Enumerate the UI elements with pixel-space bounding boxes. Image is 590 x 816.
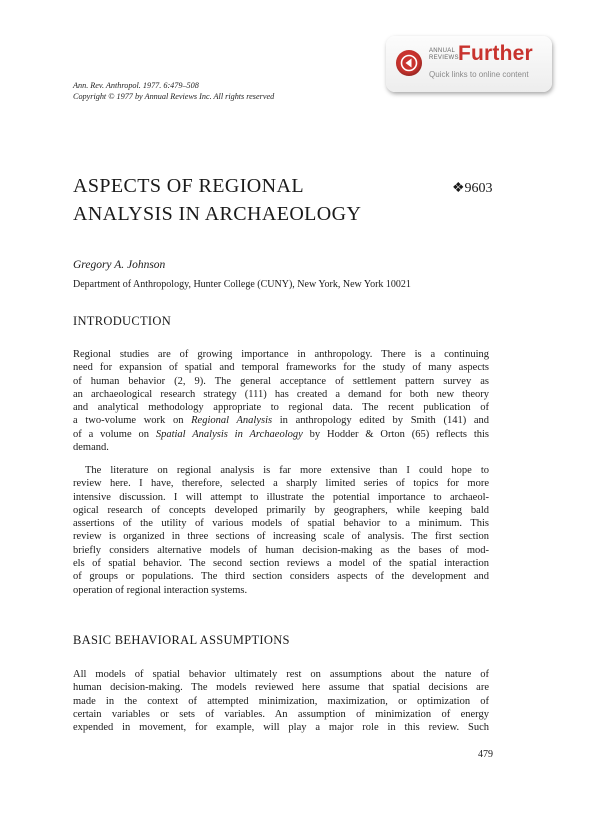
- page-number: 479: [478, 749, 493, 760]
- journal-citation: [73, 80, 274, 102]
- author-name: Gregory A. Johnson: [73, 259, 166, 271]
- further-wordmark: Further: [458, 42, 533, 65]
- citation-line-2: Copyright © 1977 by Annual Reviews Inc. All rights reserved: [73, 92, 275, 101]
- citation-line-1: Ann. Rev. Anthropol. 1977. 6:479–508: [73, 81, 199, 90]
- section-heading-introduction: INTRODUCTION: [73, 314, 172, 328]
- author-affiliation: Department of Anthropology, Hunter College (CUNY), New York, New York 10021: [73, 279, 411, 290]
- arrow-left-icon: [396, 50, 422, 76]
- badge-tagline: Quick links to online content: [429, 70, 529, 79]
- paragraph-basic-1: All models of spatial behavior ultimately rest on assumptions about the nature of human decision-making. The models reviewed here assume that spatial decisions are made in the context of attempted minimization, maximization, or optimization of certain variables or sets of variables. An assumption of minimization of energy expended in movement, for example, will play a major role in this review. Such: [73, 669, 489, 734]
- annual-reviews-wordmark: ANNUAL REVIEWS: [429, 48, 459, 61]
- article-title: ASPECTS OF REGIONAL ANALYSIS IN ARCHAEOLOGY: [73, 175, 362, 225]
- article-number: ❖9603: [452, 181, 493, 196]
- further-links-badge[interactable]: [386, 36, 552, 92]
- paragraph-intro-2: The literature on regional analysis is far more extensive than I could hope to review here. I have, therefore, selected a sharply limited series of topics for more intensive discussion. I will attempt to illustrate the potential importance to archaeol- ogical research of concepts developed primarily by geographers, while keeping bald assertions of the utility of various models of spatial behavior to a minimum. This review is organized in three sections of increasing scale of analysis. The first section briefly considers alternative models of human decision-making as the bases of mod- els of spatial behavior. The second section reviews a model of the spatial interaction of groups or populations. The third section considers aspects of the development and operation of regional interaction systems.: [73, 465, 489, 596]
- section-heading-basic-assumptions: BASIC BEHAVIORAL ASSUMPTIONS: [73, 633, 290, 647]
- paragraph-intro-1: Regional studies are of growing importance in anthropology. There is a continuing need for expansion of spatial and temporal frameworks for the study of many aspects of human behavior (2, 9). The general acceptance of settlement pattern survey as an archaeological research strategy (111) has created a demand for both new theory and analytical methodology appropriate to regional data. The recent publication of a two-volume work on Regional Analysis in anthropology edited by Smith (141) and of a volume on Spatial Analysis in Archaeology by Hodder & Orton (65) reflects this demand.: [73, 349, 490, 454]
